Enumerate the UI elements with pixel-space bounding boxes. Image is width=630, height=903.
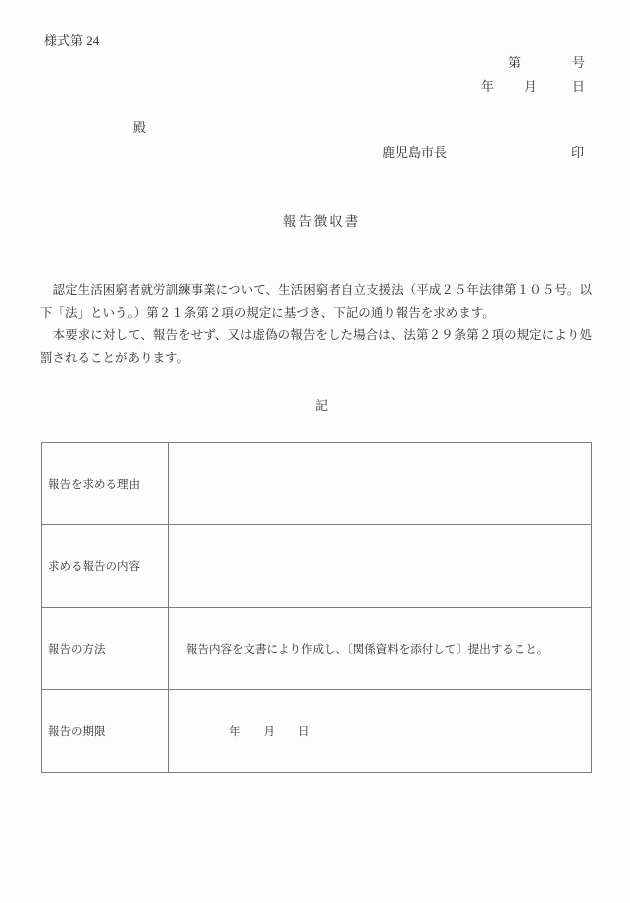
body-text <box>40 279 592 369</box>
record-marker: 記 <box>314 398 328 413</box>
row-label-reason: 報告を求める理由 <box>42 443 169 525</box>
table-row-deadline <box>42 690 592 773</box>
row-content-content <box>169 525 592 608</box>
row-content-reason <box>169 443 592 525</box>
sender-name: 鹿児島市長 <box>382 145 448 160</box>
report-table <box>41 442 592 773</box>
doc-number-prefix: 第 <box>508 55 522 70</box>
table-row-content <box>42 525 592 608</box>
table-row-reason <box>42 443 592 525</box>
row-content-method: 報告内容を文書により作成し、〔関係資料を添付して〕提出すること。 <box>169 608 592 690</box>
body-paragraph-1: 認定生活困窮者就労訓練事業について、生活困窮者自立支援法（平成２５年法律第１０５号。以下「法」という。）第２１条第２項の規定に基づき、下記の通り報告を求めます。 <box>40 283 592 320</box>
date-year-label: 年 <box>481 79 495 94</box>
doc-number-suffix: 号 <box>572 55 586 70</box>
row-label-deadline: 報告の期限 <box>42 690 169 773</box>
body-paragraph-2: 本要求に対して、報告をせず、又は虚偽の報告をした場合は、法第２９条第２項の規定により処罰されることがあります。 <box>40 328 592 365</box>
row-label-content: 求める報告の内容 <box>42 525 169 608</box>
page-title: 報告徴収書 <box>282 214 361 229</box>
seal-mark: 印 <box>571 145 585 160</box>
date-month-label: 月 <box>524 79 538 94</box>
row-label-method: 報告の方法 <box>42 608 169 690</box>
table-row-method <box>42 608 592 690</box>
addressee-honorific: 殿 <box>133 120 147 135</box>
date-day-label: 日 <box>572 79 586 94</box>
row-content-deadline: 年 月 日 <box>169 690 592 773</box>
form-number: 様式第 24 <box>44 33 100 48</box>
